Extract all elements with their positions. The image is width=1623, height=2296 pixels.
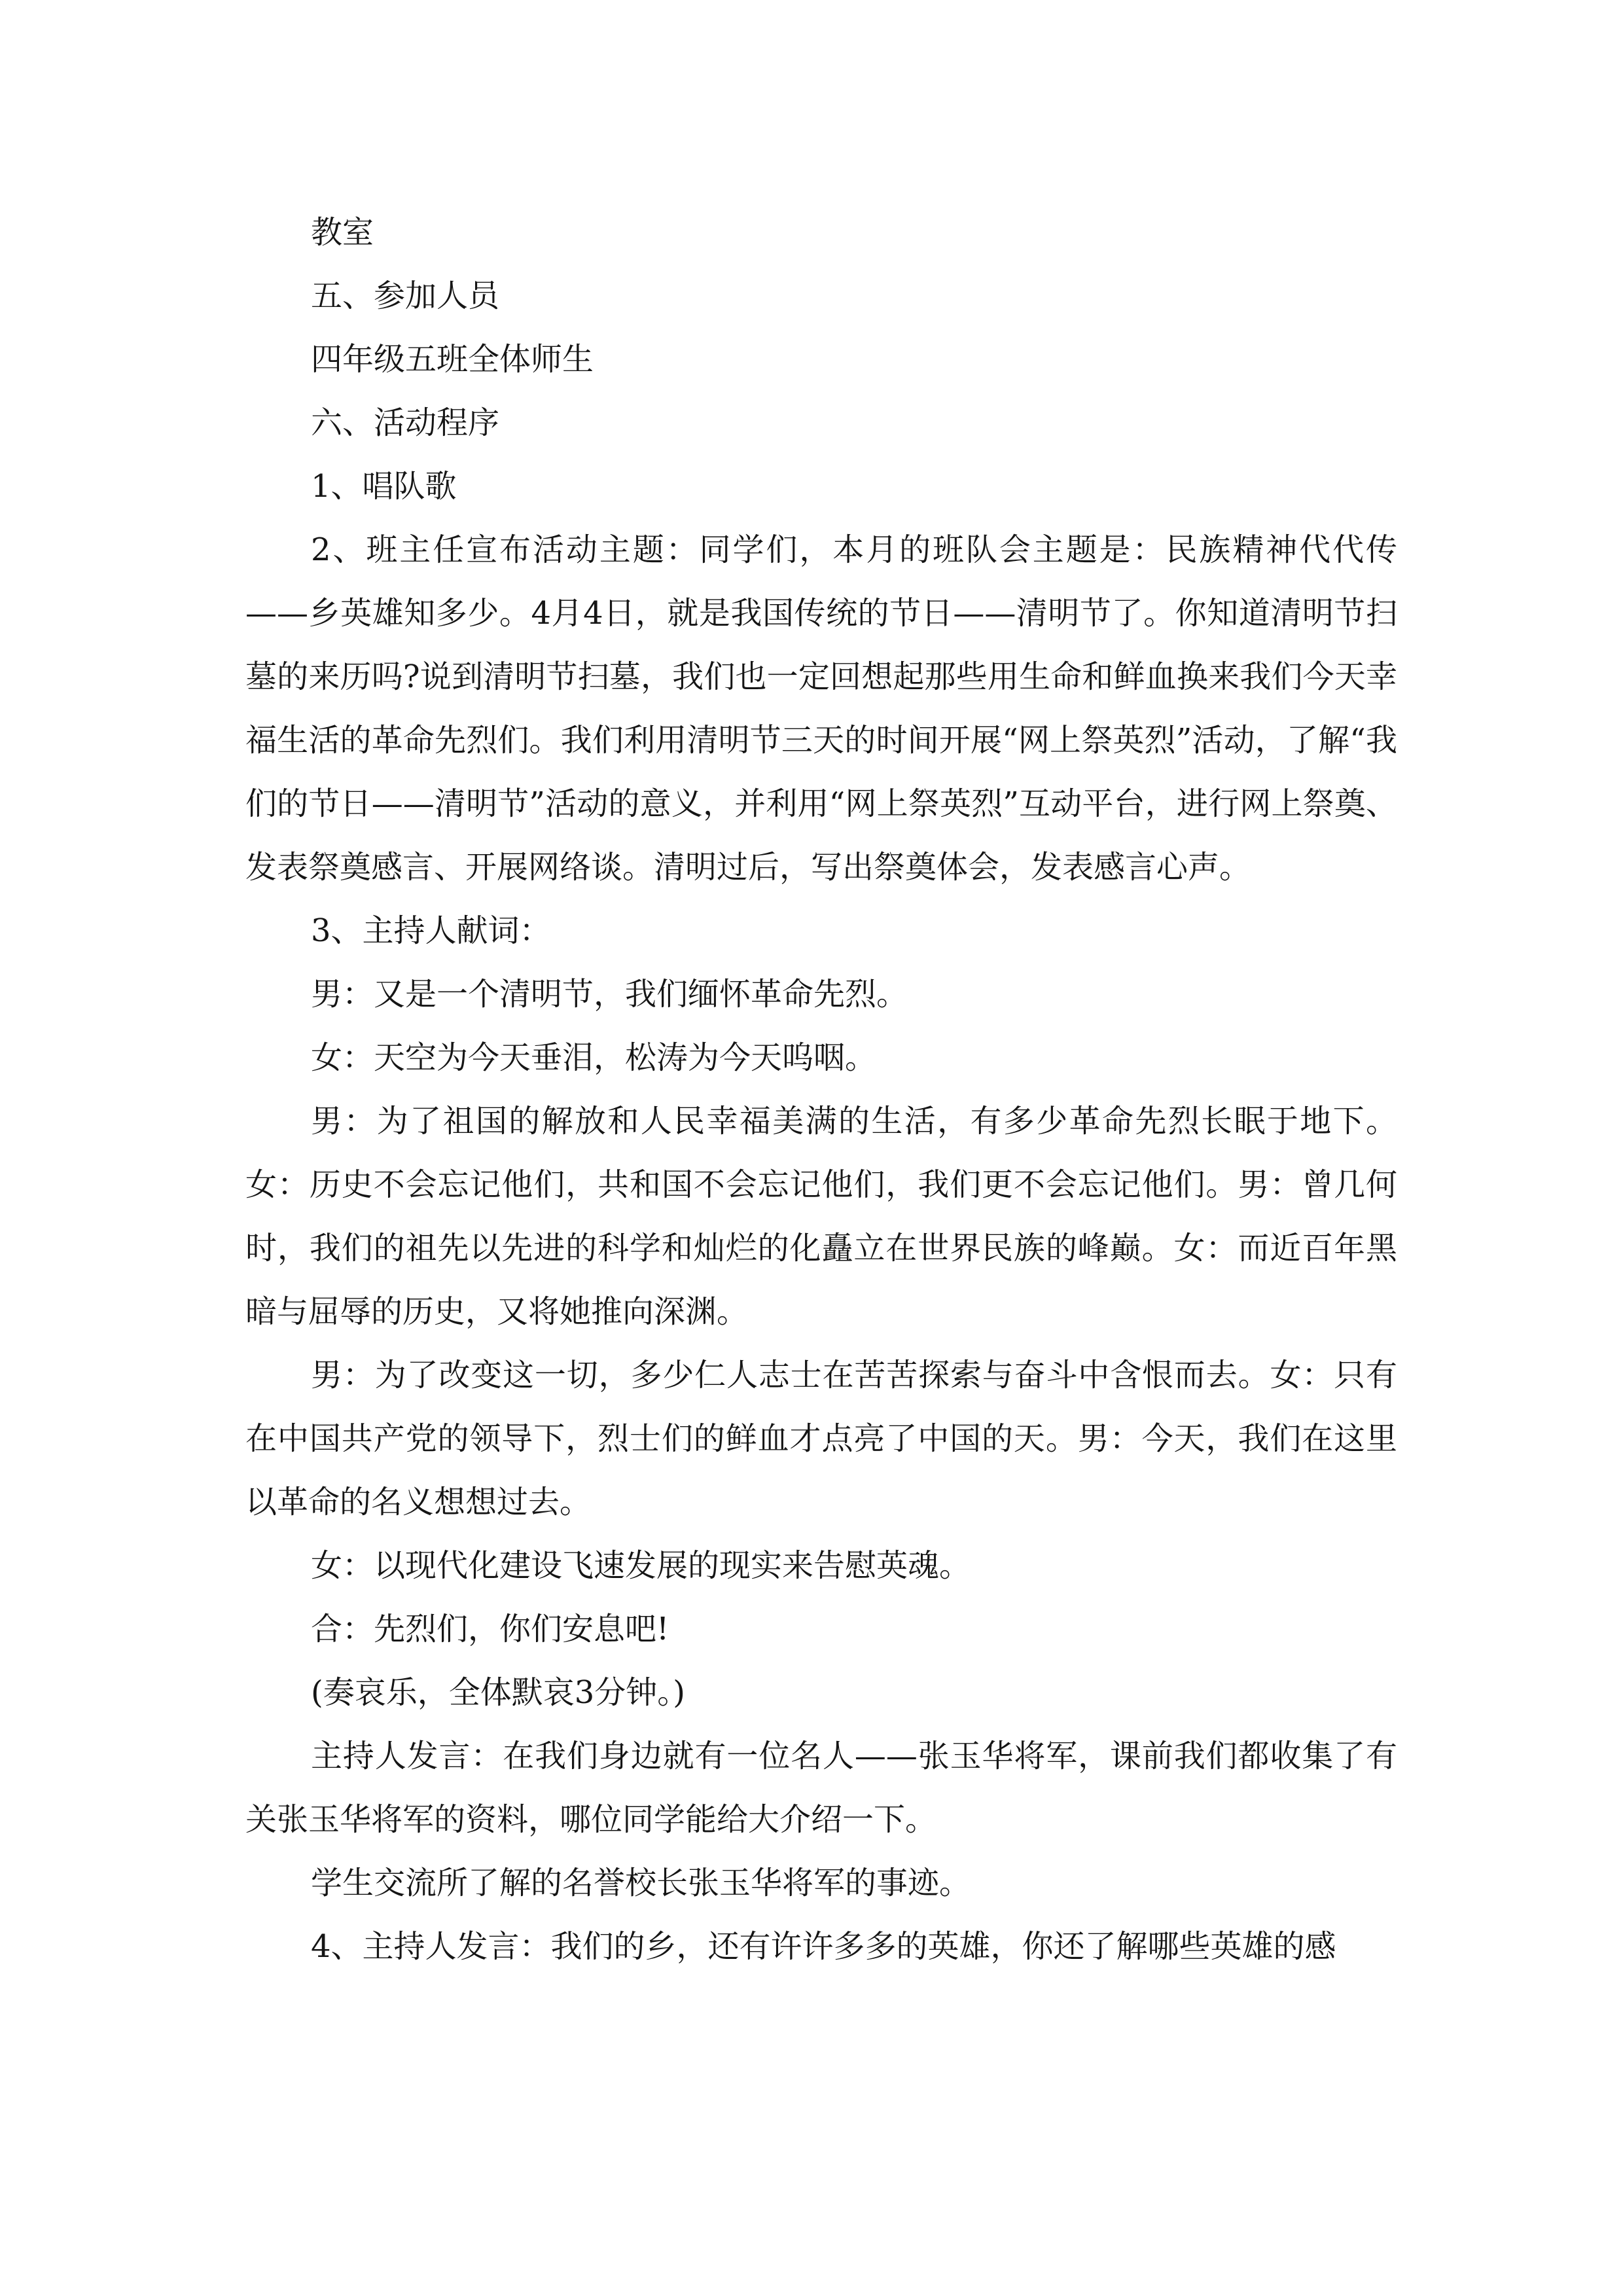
student-exchange: 学生交流所了解的名誉校长张玉华将军的事迹。 — [311, 1865, 971, 1901]
paragraph-location: 教室 — [311, 214, 374, 251]
host-speech: 主持人发言：在我们身边就有一位名人——张玉华将军，课前我们都收集了有关张玉华将军的资料，哪位同学能给大介绍一下。 — [245, 1738, 1397, 1838]
dialogue-line: 男：又是一个清明节，我们缅怀革命先烈。 — [311, 976, 908, 1013]
procedure-step-4: 4、主持人发言：我们的乡，还有许许多多的英雄，你还了解哪些英雄的感 — [311, 1928, 1336, 1965]
dialogue-paragraph: 男：为了改变这一切，多少仁人志士在苦苦探索与奋斗中含恨而去。女：只有在中国共产党的领导下，烈士们的鲜血才点亮了中国的天。男：今天，我们在这里以革命的名义想想过去。 — [245, 1357, 1397, 1520]
dialogue-line: 合：先烈们，你们安息吧! — [311, 1611, 669, 1647]
section-heading-participants: 五、参加人员 — [311, 278, 500, 314]
dialogue-line: 女：以现代化建设飞速发展的现实来告慰英魂。 — [311, 1547, 971, 1584]
dialogue-paragraph: 男：为了祖国的解放和人民幸福美满的生活，有多少革命先烈长眠于地下。女：历史不会忘记他们，共和国不会忘记他们，我们更不会忘记他们。男：曾几何时，我们的祖先以先进的科学和灿烂的化矗立在世界民族的峰巅。女：而近百年黑暗与屈辱的历史，又将她推向深渊。 — [245, 1103, 1397, 1330]
document-body — [245, 201, 1397, 1979]
stage-direction: (奏哀乐，全体默哀3分钟。) — [311, 1674, 685, 1711]
paragraph-participants: 四年级五班全体师生 — [311, 341, 594, 378]
procedure-step-2: 2、班主任宣布活动主题：同学们，本月的班队会主题是：民族精神代代传——乡英雄知多少。4月4日，就是我国传统的节日——清明节了。你知道清明节扫墓的来历吗?说到清明节扫墓，我们也一定回想起那些用生命和鲜血换来我们今天幸福生活的革命先烈们。我们利用清明节三天的时间开展“网上祭英烈”活动，了解“我们的节日——清明节”活动的意义，并利用“网上祭英烈”互动平台，进行网上祭奠、发表祭奠感言、开展网络谈。清明过后，写出祭奠体会，发表感言心声。 — [245, 531, 1397, 886]
dialogue-line: 女：天空为今天垂泪，松涛为今天呜咽。 — [311, 1039, 877, 1076]
procedure-step-1: 1、唱队歌 — [311, 468, 457, 505]
procedure-step-3: 3、主持人献词： — [311, 912, 551, 949]
section-heading-procedure: 六、活动程序 — [311, 404, 500, 441]
